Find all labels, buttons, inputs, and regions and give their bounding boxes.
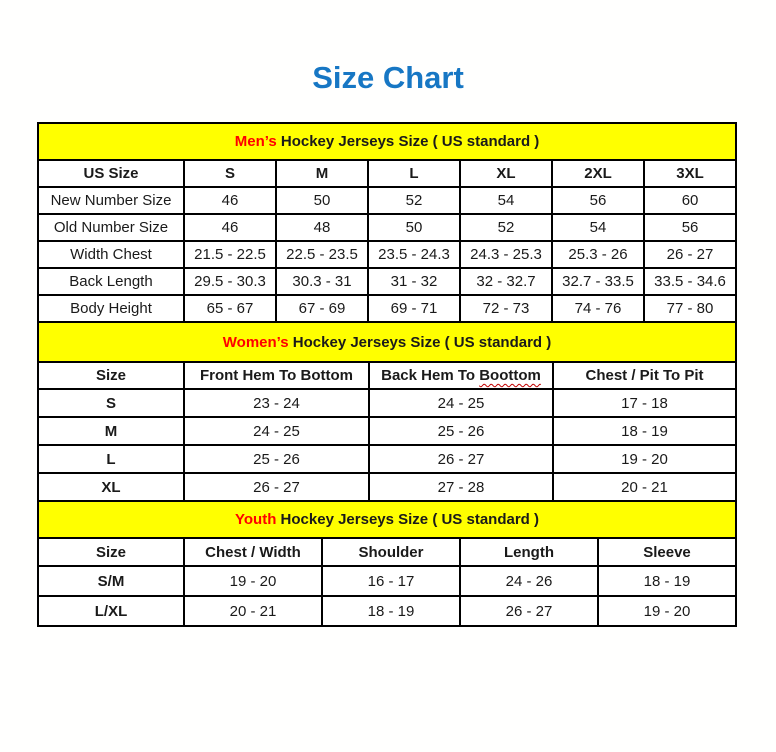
mens-col-header: S bbox=[184, 160, 276, 187]
youth-col-header: Length bbox=[460, 538, 598, 566]
youth-col-header: Chest / Width bbox=[184, 538, 322, 566]
data-cell: 23.5 - 24.3 bbox=[368, 241, 460, 268]
size-chart bbox=[37, 122, 735, 627]
youth-column-header-row bbox=[38, 538, 736, 566]
data-cell: 72 - 73 bbox=[460, 295, 552, 322]
womens-table-row bbox=[38, 389, 736, 417]
data-cell: 16 - 17 bbox=[322, 566, 460, 596]
womens-table-row bbox=[38, 445, 736, 473]
womens-table-row bbox=[38, 417, 736, 445]
misspelled-word: Boottom bbox=[479, 367, 541, 384]
mens-table-row bbox=[38, 268, 736, 295]
size-cell: M bbox=[38, 417, 184, 445]
size-cell: S/M bbox=[38, 566, 184, 596]
youth-table-row bbox=[38, 596, 736, 626]
data-cell: 77 - 80 bbox=[644, 295, 736, 322]
row-label-cell: Body Height bbox=[38, 295, 184, 322]
data-cell: 52 bbox=[368, 187, 460, 214]
data-cell: 33.5 - 34.6 bbox=[644, 268, 736, 295]
data-cell: 17 - 18 bbox=[553, 389, 736, 417]
mens-col-header: 2XL bbox=[552, 160, 644, 187]
womens-size-table bbox=[37, 321, 737, 502]
data-cell: 26 - 27 bbox=[369, 445, 553, 473]
data-cell: 50 bbox=[368, 214, 460, 241]
data-cell: 67 - 69 bbox=[276, 295, 368, 322]
data-cell: 48 bbox=[276, 214, 368, 241]
size-cell: XL bbox=[38, 473, 184, 501]
mens-section-row bbox=[38, 123, 736, 160]
mens-size-table bbox=[37, 122, 737, 323]
mens-table-row bbox=[38, 214, 736, 241]
mens-section-header-rest: Hockey Jerseys Size ( US standard ) bbox=[276, 133, 540, 150]
womens-table-row bbox=[38, 473, 736, 501]
data-cell: 50 bbox=[276, 187, 368, 214]
data-cell: 24 - 25 bbox=[369, 389, 553, 417]
size-cell: L/XL bbox=[38, 596, 184, 626]
mens-column-header-row bbox=[38, 160, 736, 187]
data-cell: 32 - 32.7 bbox=[460, 268, 552, 295]
womens-col-header-back-hem bbox=[369, 362, 553, 389]
data-cell: 19 - 20 bbox=[553, 445, 736, 473]
data-cell: 65 - 67 bbox=[184, 295, 276, 322]
data-cell: 56 bbox=[644, 214, 736, 241]
womens-section-header-red: Women’s bbox=[222, 333, 289, 351]
data-cell: 19 - 20 bbox=[184, 566, 322, 596]
data-cell: 20 - 21 bbox=[184, 596, 322, 626]
mens-section-header-red: Men’s bbox=[234, 133, 277, 150]
data-cell: 20 - 21 bbox=[553, 473, 736, 501]
data-cell: 26 - 27 bbox=[184, 473, 369, 501]
data-cell: 60 bbox=[644, 187, 736, 214]
row-label-cell: Old Number Size bbox=[38, 214, 184, 241]
womens-col-header-front-hem: Front Hem To Bottom bbox=[184, 362, 369, 389]
data-cell: 25 - 26 bbox=[184, 445, 369, 473]
data-cell: 56 bbox=[552, 187, 644, 214]
data-cell: 18 - 19 bbox=[322, 596, 460, 626]
womens-section-header bbox=[38, 322, 736, 362]
data-cell: 54 bbox=[460, 187, 552, 214]
data-cell: 24 - 25 bbox=[184, 417, 369, 445]
youth-col-header: Sleeve bbox=[598, 538, 736, 566]
size-cell: S bbox=[38, 389, 184, 417]
youth-section-row bbox=[38, 501, 736, 538]
data-cell: 26 - 27 bbox=[644, 241, 736, 268]
data-cell: 24.3 - 25.3 bbox=[460, 241, 552, 268]
mens-col-header: US Size bbox=[38, 160, 184, 187]
size-cell: L bbox=[38, 445, 184, 473]
data-cell: 54 bbox=[552, 214, 644, 241]
data-cell: 69 - 71 bbox=[368, 295, 460, 322]
page-title: Size Chart bbox=[312, 60, 464, 95]
data-cell: 52 bbox=[460, 214, 552, 241]
mens-section-header bbox=[38, 123, 736, 160]
youth-section-header-rest: Hockey Jerseys Size ( US standard ) bbox=[276, 511, 539, 528]
data-cell: 24 - 26 bbox=[460, 566, 598, 596]
data-cell: 32.7 - 33.5 bbox=[552, 268, 644, 295]
youth-table-row bbox=[38, 566, 736, 596]
youth-col-header: Size bbox=[38, 538, 184, 566]
womens-section-row bbox=[38, 322, 736, 362]
data-cell: 29.5 - 30.3 bbox=[184, 268, 276, 295]
data-cell: 25 - 26 bbox=[369, 417, 553, 445]
womens-col-header-chest: Chest / Pit To Pit bbox=[553, 362, 736, 389]
mens-table-row bbox=[38, 241, 736, 268]
row-label-cell: Back Length bbox=[38, 268, 184, 295]
data-cell: 26 - 27 bbox=[460, 596, 598, 626]
womens-col-header-size: Size bbox=[38, 362, 184, 389]
youth-size-table bbox=[37, 500, 737, 627]
mens-table-row bbox=[38, 295, 736, 322]
row-label-cell: New Number Size bbox=[38, 187, 184, 214]
mens-col-header: XL bbox=[460, 160, 552, 187]
data-cell: 46 bbox=[184, 214, 276, 241]
mens-col-header: 3XL bbox=[644, 160, 736, 187]
data-cell: 25.3 - 26 bbox=[552, 241, 644, 268]
row-label-cell: Width Chest bbox=[38, 241, 184, 268]
data-cell: 22.5 - 23.5 bbox=[276, 241, 368, 268]
back-hem-label-prefix: Back Hem To bbox=[381, 367, 480, 384]
data-cell: 19 - 20 bbox=[598, 596, 736, 626]
data-cell: 18 - 19 bbox=[598, 566, 736, 596]
youth-col-header: Shoulder bbox=[322, 538, 460, 566]
data-cell: 31 - 32 bbox=[368, 268, 460, 295]
data-cell: 46 bbox=[184, 187, 276, 214]
mens-col-header: M bbox=[276, 160, 368, 187]
data-cell: 18 - 19 bbox=[553, 417, 736, 445]
mens-col-header: L bbox=[368, 160, 460, 187]
data-cell: 74 - 76 bbox=[552, 295, 644, 322]
data-cell: 30.3 - 31 bbox=[276, 268, 368, 295]
youth-section-header bbox=[38, 501, 736, 538]
mens-table-row bbox=[38, 187, 736, 214]
data-cell: 21.5 - 22.5 bbox=[184, 241, 276, 268]
data-cell: 27 - 28 bbox=[369, 473, 553, 501]
data-cell: 23 - 24 bbox=[184, 389, 369, 417]
youth-section-header-red: Youth bbox=[235, 511, 277, 528]
womens-section-header-rest: Hockey Jerseys Size ( US standard ) bbox=[288, 333, 552, 351]
womens-column-header-row bbox=[38, 362, 736, 389]
